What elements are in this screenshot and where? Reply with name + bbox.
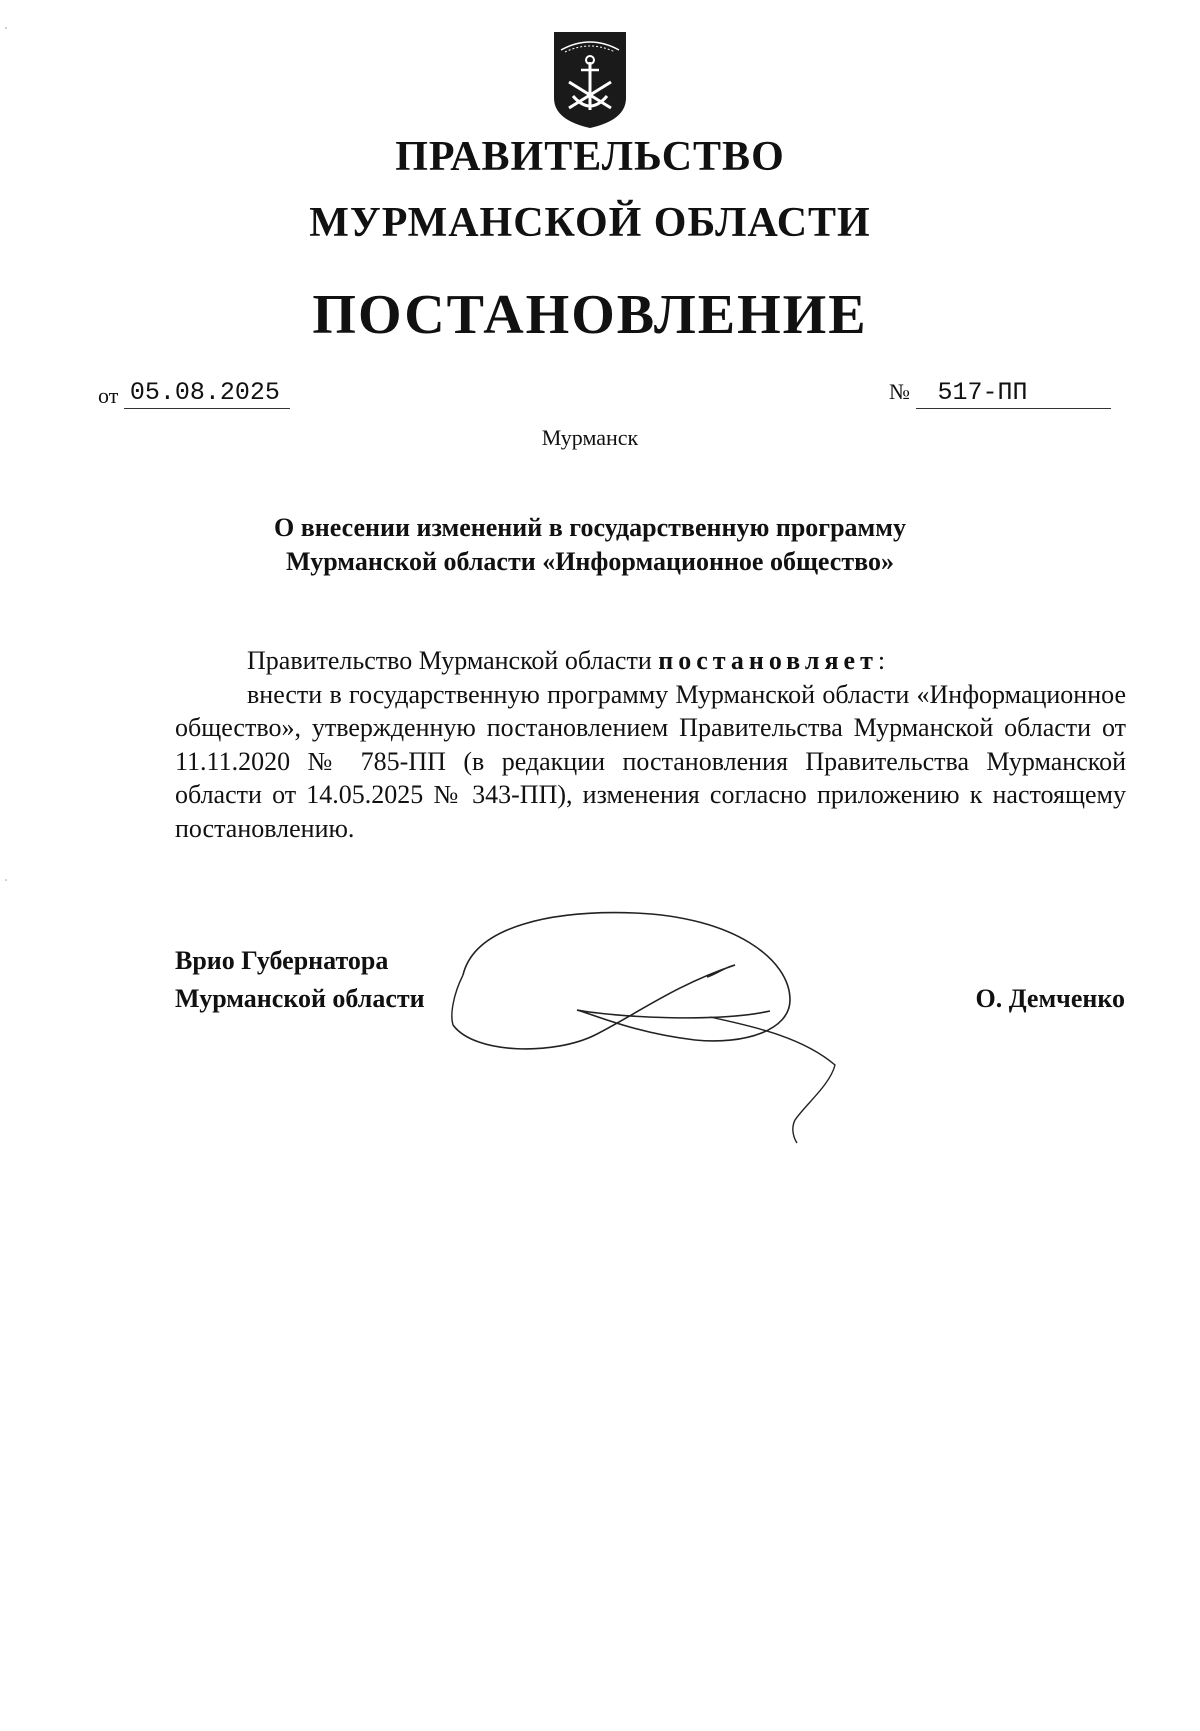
date-value: 05.08.2025 [124,378,290,409]
signatory-position-line1: Врио Губернатора [175,946,389,975]
subject-line1: О внесении изменений в государственную программу [274,513,906,542]
document-subject [0,511,1180,579]
handwritten-signature-icon [445,905,875,1145]
organization-name-line1: ПРАВИТЕЛЬСТВО [395,134,785,180]
date-field [98,378,290,409]
date-prefix: от [98,383,119,408]
number-field [889,378,1111,409]
city-name: Мурманск [541,425,639,450]
coat-of-arms-icon [551,30,629,130]
signatory-name: О. Демченко [975,984,1125,1013]
intro-paragraph [175,644,1126,678]
intro-text: Правительство Мурманской области [247,646,659,675]
organization-name-line2: МУРМАНСКОЙ ОБЛАСТИ [309,200,871,246]
subject-line2: Мурманской области «Информационное общество» [286,547,894,576]
number-value: 517-ПП [916,378,1111,409]
document-body [175,644,1126,845]
number-prefix: № [889,379,910,404]
intro-suffix: : [877,646,886,675]
decree-paragraph: внести в государственную программу Мурманской области «Информационное общество», утвержденную постановлением Правительства Мурманской области от 11.11.2020 № 785-ПП (в редакции постановления Правительства Мурманской области от 14.05.2025 № 343-ПП), изменения согласно приложению к настоящему постановлению. [175,679,1126,843]
signatory-position-line2: Мурманской области [175,984,425,1013]
resolves-word: постановляет [658,646,878,675]
scan-margin-marks [0,0,20,1731]
signatory-position [175,942,425,1018]
document-type-title: ПОСТАНОВЛЕНИЕ [312,284,868,346]
